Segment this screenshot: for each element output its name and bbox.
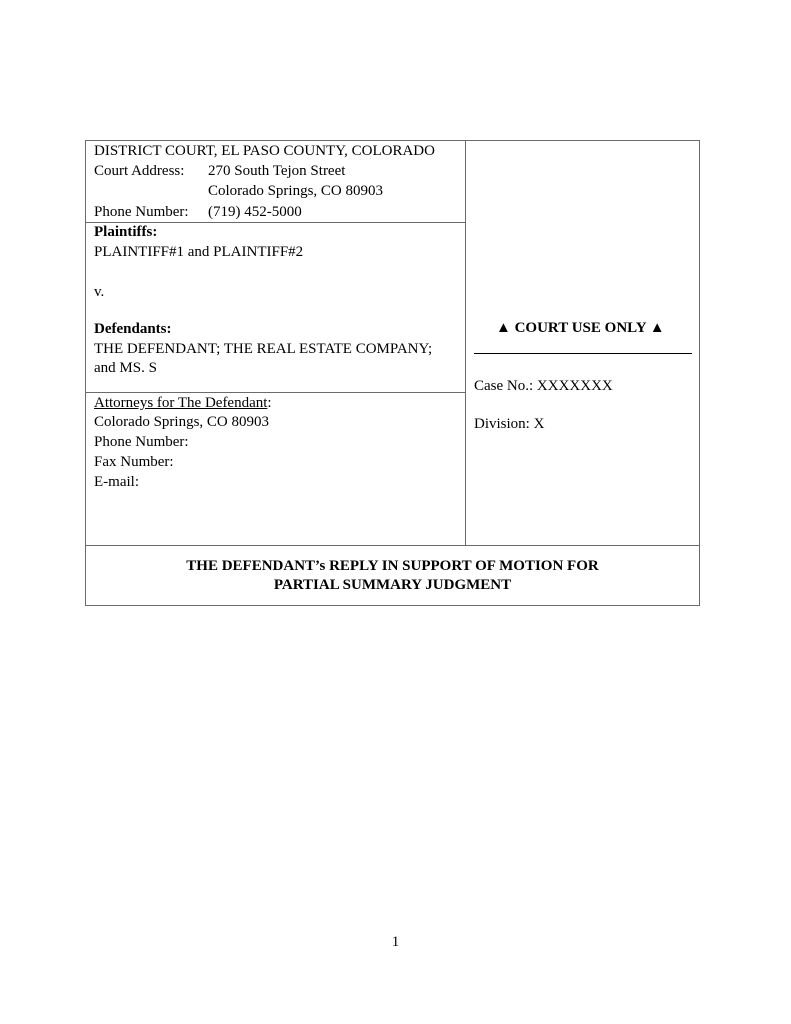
attorneys-email-label: E-mail: — [94, 474, 139, 490]
document-title-line1: THE DEFENDANT’s REPLY IN SUPPORT OF MOTION FOR — [186, 558, 599, 574]
court-address-label: Court Address: — [94, 163, 185, 179]
column-divider — [465, 141, 466, 546]
attorneys-label-text: Attorneys for The Defendant — [94, 395, 268, 411]
case-number: Case No.: XXXXXXX — [474, 378, 613, 394]
attorneys-city: Colorado Springs, CO 80903 — [94, 414, 270, 430]
title-section-divider — [86, 545, 699, 546]
case-caption-table — [85, 140, 700, 606]
versus: v. — [94, 284, 105, 300]
court-use-only-label: ▲ COURT USE ONLY ▲ — [496, 320, 665, 336]
court-phone: (719) 452-5000 — [208, 204, 302, 220]
court-use-rule — [474, 353, 692, 354]
page-number: 1 — [391, 934, 400, 950]
court-name: DISTRICT COURT, EL PASO COUNTY, COLORADO — [94, 143, 435, 159]
attorneys-fax-label: Fax Number: — [94, 454, 174, 470]
court-phone-label: Phone Number: — [94, 204, 189, 220]
defendants-names-line2: and MS. S — [94, 360, 157, 376]
document-title-line2: PARTIAL SUMMARY JUDGMENT — [273, 577, 512, 593]
attorneys-label-colon: : — [267, 395, 272, 411]
defendants-names-line1: THE DEFENDANT; THE REAL ESTATE COMPANY; — [94, 341, 433, 357]
division: Division: X — [474, 416, 545, 432]
attorneys-label — [94, 393, 272, 413]
defendants-label: Defendants: — [94, 321, 172, 337]
court-address-line2: Colorado Springs, CO 80903 — [208, 183, 384, 199]
court-address-line1: 270 South Tejon Street — [208, 163, 346, 179]
plaintiffs-label: Plaintiffs: — [94, 224, 158, 240]
plaintiffs-names: PLAINTIFF#1 and PLAINTIFF#2 — [94, 244, 304, 260]
attorneys-phone-label: Phone Number: — [94, 434, 189, 450]
